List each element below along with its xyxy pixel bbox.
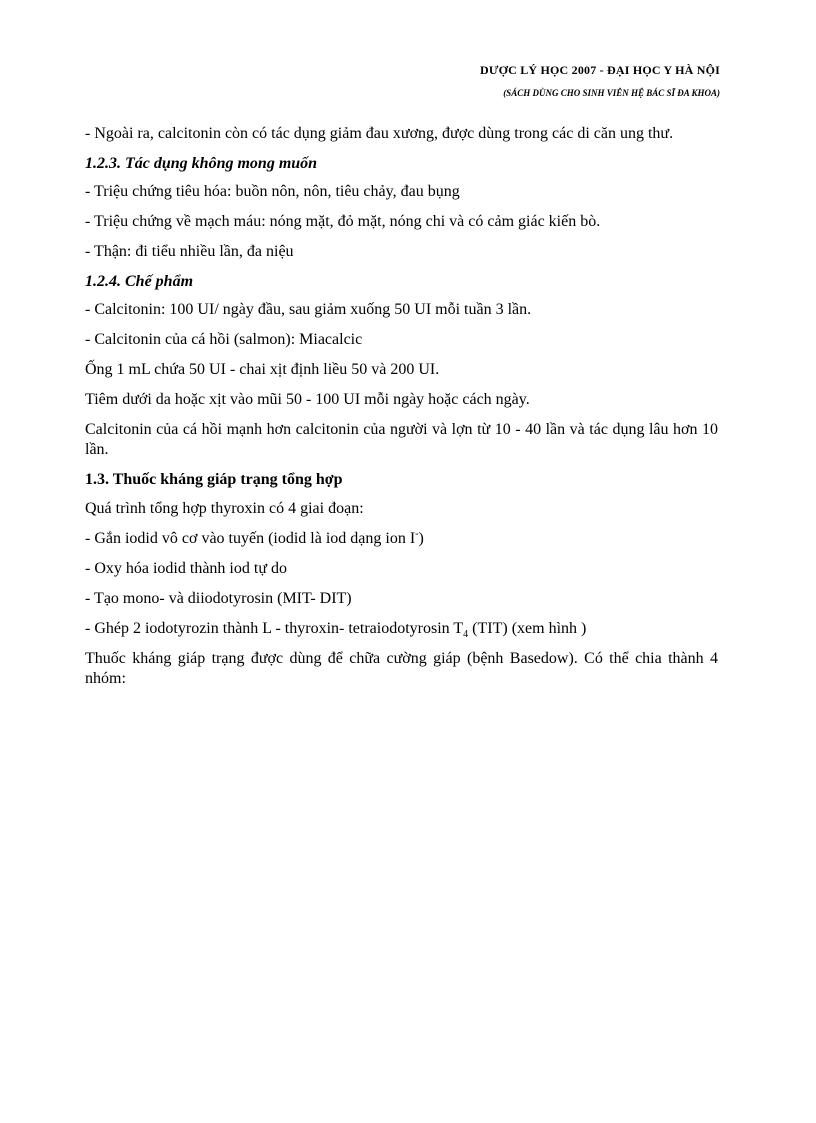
step-coupling-tail: (TIT) (xem hình ) <box>468 620 587 637</box>
paragraph-salmon-potency: Calcitonin của cá hồi mạnh hơn calcitonin của người và lợn từ 10 - 40 lần và tác dụng lâu hơn 10 lần. <box>85 421 718 458</box>
step-coupling-text: - Ghép 2 iodotyrozin thành L - thyroxin- tetraiodotyrosin T <box>85 620 464 637</box>
paragraph-antithyroid-groups: Thuốc kháng giáp trạng được dùng để chữa cường giáp (bệnh Basedow). Có thể chia thành 4 nhóm: <box>85 650 718 687</box>
heading-preparations: 1.2.4. Chế phẩm <box>85 273 194 290</box>
t4-subscript: 4 <box>463 629 469 641</box>
paragraph-calcitonin-pain: - Ngoài ra, calcitonin còn có tác dụng giảm đau xương, được dùng trong các di căn ung thư. <box>85 125 674 142</box>
paragraph-ampoule: Ống 1 mL chứa 50 UI - chai xịt định liều 50 và 200 UI. <box>85 361 440 378</box>
paragraph-digestive-symptoms: - Triệu chứng tiêu hóa: buồn nôn, nôn, tiêu chảy, đau bụng <box>85 183 460 200</box>
paragraph-thyroxin-synthesis: Quá trình tổng hợp thyroxin có 4 giai đoạn: <box>85 500 364 517</box>
paragraph-step-oxidation: - Oxy hóa iodid thành iod tự do <box>85 560 287 577</box>
step-iodide-close: ) <box>418 530 424 547</box>
header-title: DƯỢC LÝ HỌC 2007 - ĐẠI HỌC Y HÀ NỘI <box>480 63 720 77</box>
paragraph-salmon-calcitonin: - Calcitonin của cá hồi (salmon): Miacalcic <box>85 331 363 348</box>
heading-side-effects: 1.2.3. Tác dụng không mong muốn <box>85 155 318 172</box>
heading-antithyroid-drugs: 1.3. Thuốc kháng giáp trạng tổng hợp <box>85 471 343 488</box>
paragraph-vascular-symptoms: - Triệu chứng về mạch máu: nóng mặt, đỏ mặt, nóng chi và có cảm giác kiến bò. <box>85 213 601 230</box>
page-header <box>480 62 720 99</box>
paragraph-step-iodide <box>85 529 718 549</box>
paragraph-step-coupling <box>85 619 718 639</box>
document-body <box>85 124 718 699</box>
paragraph-kidney-symptoms: - Thận: đi tiểu nhiều lần, đa niệu <box>85 243 294 260</box>
paragraph-calcitonin-dose: - Calcitonin: 100 UI/ ngày đầu, sau giảm xuống 50 UI mỗi tuần 3 lần. <box>85 301 532 318</box>
ion-charge-superscript: - <box>415 528 419 540</box>
paragraph-injection: Tiêm dưới da hoặc xịt vào mũi 50 - 100 UI mỗi ngày hoặc cách ngày. <box>85 391 530 408</box>
step-iodide-text: - Gắn iodid vô cơ vào tuyến (iodid là iod dạng ion I <box>85 530 416 547</box>
header-subtitle: (SÁCH DÙNG CHO SINH VIÊN HỆ BÁC SĨ ĐA KHOA) <box>503 88 720 98</box>
paragraph-step-mit-dit: - Tạo mono- và diiodotyrosin (MIT- DIT) <box>85 590 352 607</box>
